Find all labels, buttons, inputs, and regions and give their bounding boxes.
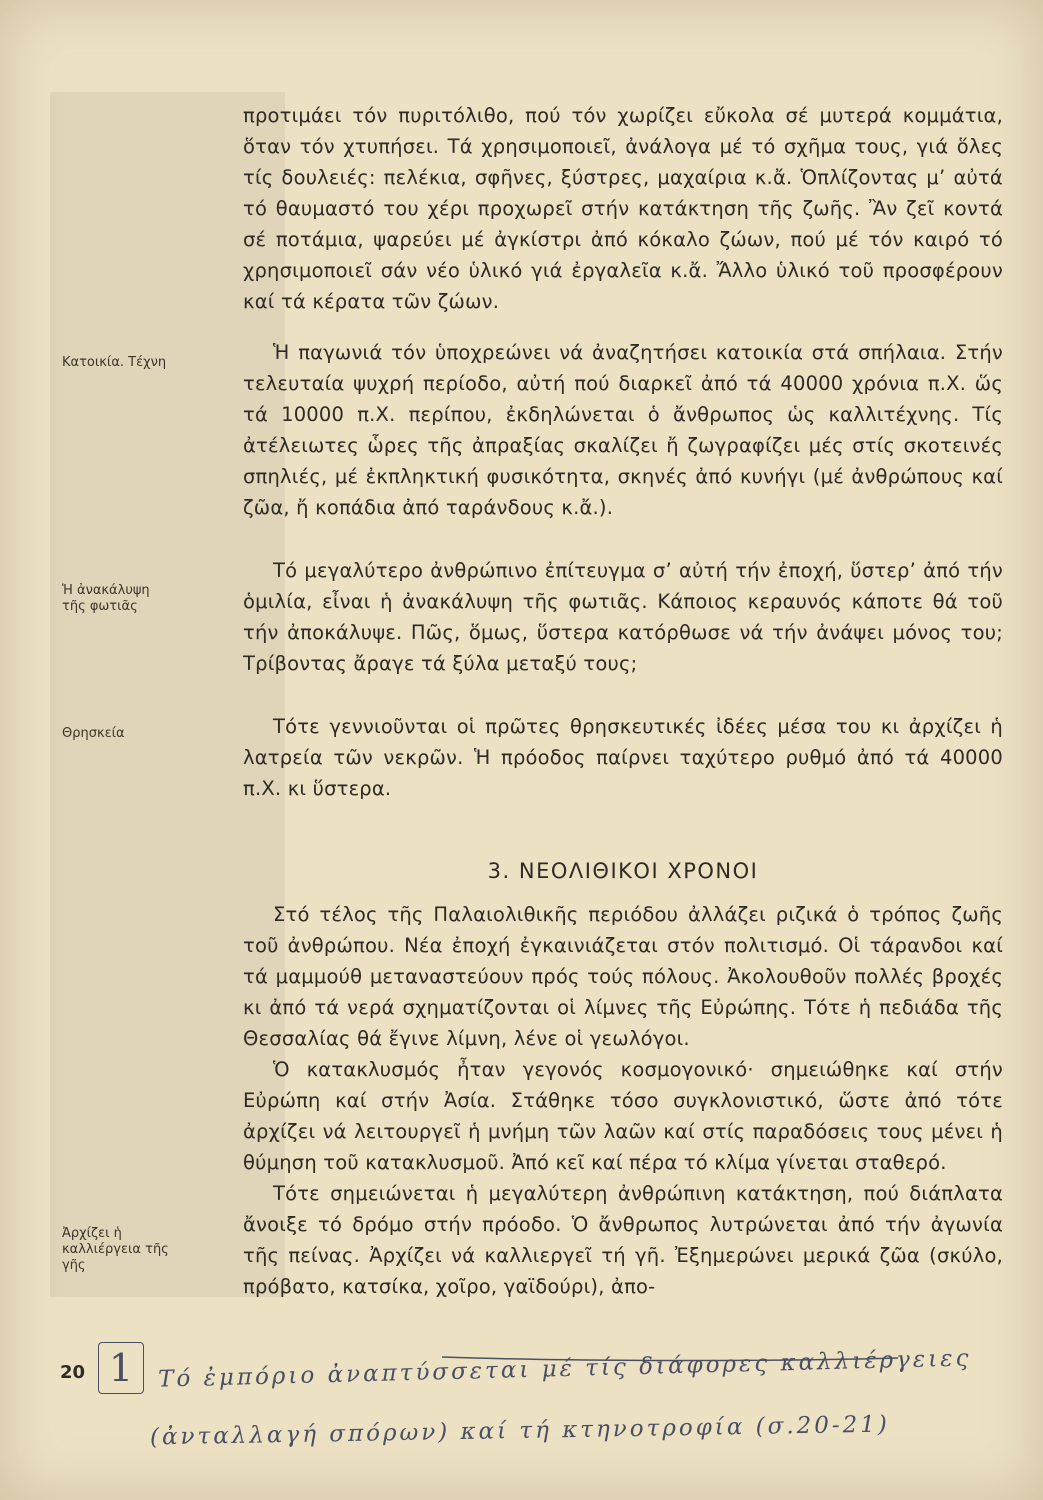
margin-note-line: Ἀρχίζει ἡ <box>62 1226 122 1241</box>
paragraph-religion: Τότε γεννιοῦνται οἱ πρῶτες θρησκευτικές ἰδέες μέσα του κι ἀρχίζει ἡ λατρεία τῶν νεκρῶν. Ἡ πρόοδος παίρνει ταχύτερο ρυθμό ἀπό τά 40000 π.Χ. κι ὕστερα. <box>243 715 1003 800</box>
margin-note-dwelling-art: Κατοικία. Τέχνη <box>62 355 167 370</box>
main-text-column <box>243 100 1003 1302</box>
paragraph-fire: Τό μεγαλύτερο ἀνθρώπινο ἐπίτευγμα σ’ αὐτή τήν ἐποχή, ὕστερ’ ἀπό τήν ὁμιλία, εἶναι ἡ ἀνακάλυψη τῆς φωτιᾶς. Κάποιος κεραυνός κάποτε θά τοῦ τήν ἀποκάλυψε. Πῶς, ὅμως, ὕστερα κατόρθωσε νά τήν ἀνάψει μόνος του; Τρίβοντας ἄραγε τά ξύλα μεταξύ τους; <box>243 559 1003 675</box>
section-heading: 3. ΝΕΟΛΙΘΙΚΟΙ ΧΡΟΝΟΙ <box>487 859 759 883</box>
margin-note-religion: Θρησκεία <box>62 726 125 741</box>
margin-note-line: καλλιέργεια τῆς <box>62 1242 169 1257</box>
margin-note-agriculture <box>62 1226 169 1274</box>
handwritten-note-line2: (ἀνταλλαγή σπόρων) καί τή κτηνοτροφία (σ.20-21) <box>149 1411 891 1451</box>
paragraph-flood: Ὁ κατακλυσμός ἦταν γεγονός κοσμογονικό· σημειώθηκε καί στήν Εὐρώπη καί στήν Ἀσία. Στάθηκε τόσο συγκλονιστικό, ὥστε ἀπό τότε ἀρχίζει νά λειτουργεῖ ἡ μνήμη τῶν λαῶν καί στίς παραδόσεις τους μένει ἡ θύμηση τοῦ κατακλυσμοῦ. Ἀπό κεῖ καί πέρα τό κλίμα γίνεται σταθερό. <box>243 1058 1003 1174</box>
paragraph-tools: προτιμάει τόν πυριτόλιθο, πού τόν χωρίζει εὔκολα σέ μυτερά κομμάτια, ὅταν τόν χτυπήσει. Τά χρησιμοποιεῖ, ἀνάλογα μέ τό σχῆμα τους, γιά ὅλες τίς δουλειές: πελέκια, σφῆνες, ξύστρες, μαχαίρια κ.ἄ. Ὁπλίζοντας μ’ αὐτά τό θαυμαστό του χέρι προχωρεῖ στήν κατάκτηση τῆς ζωῆς. Ἂν ζεῖ κοντά σέ ποτάμια, ψαρεύει μέ ἀγκίστρι ἀπό κόκαλο ζώων, πού μέ τόν καιρό τό χρησιμοποιεῖ σάν νέο ὑλικό γιά ἐργαλεῖα κ.ἄ. Ἄλλο ὑλικό τοῦ προσφέρουν καί τά κέρατα τῶν ζώων. <box>243 104 1003 313</box>
margin-note-line: τῆς φωτιᾶς <box>62 599 138 614</box>
margin-note-line: Ἡ ἀνακάλυψη <box>62 583 150 598</box>
handwritten-note-line1: Τό ἐμπόριο ἀναπτύσσεται μέ τίς διάφορες καλλιέργειες <box>157 1345 972 1393</box>
handwritten-boxed-number: 1 <box>98 1342 144 1394</box>
margin-note-line: γῆς <box>62 1258 86 1273</box>
paragraph-agriculture: Τότε σημειώνεται ἡ μεγαλύτερη ἀνθρώπινη κατάκτηση, πού διάπλατα ἄνοιξε τό δρόμο στήν πρόοδο. Ὁ ἄνθρωπος λυτρώνεται ἀπό τήν ἀγωνία τῆς πείνας. Ἀρχίζει νά καλλιεργεῖ τή γῆ. Ἐξημερώνει μερικά ζῶα (σκύλο, πρόβατο, κατσίκα, χοῖρο, γαϊδούρι), ἀπο- <box>243 1182 1003 1298</box>
margin-note-fire <box>62 583 150 615</box>
page-number: 20 <box>60 1362 86 1383</box>
paragraph-dwelling-art: Ἡ παγωνιά τόν ὑποχρεώνει νά ἀναζητήσει κατοικία στά σπήλαια. Στήν τελευταία ψυχρή περίοδο, αὐτή πού διαρκεῖ ἀπό τά 40000 χρόνια π.Χ. ὥς τά 10000 π.Χ. περίπου, ἐκδηλώνεται ὁ ἄνθρωπος ὡς καλλιτέχνης. Τίς ἀτέλειωτες ὧρες τῆς ἀπραξίας σκαλίζει ἤ ζωγραφίζει μές στίς σκοτεινές σπηλιές, μέ ἐκπληκτική φυσικότητα, σκηνές ἀπό κυνήγι (μέ ἀνθρώπους καί ζῶα, ἤ κοπάδια ἀπό ταράνδους κ.ἄ.). <box>243 341 1003 519</box>
paragraph-neolithic-change: Στό τέλος τῆς Παλαιολιθικῆς περιόδου ἀλλάζει ριζικά ὁ τρόπος ζωῆς τοῦ ἀνθρώπου. Νέα ἐποχή ἐγκαινιάζεται στόν πολιτισμό. Οἱ τάρανδοι καί τά μαμμούθ μεταναστεύουν πρός τούς πόλους. Ἀκολουθοῦν πολλές βροχές κι ἀπό τά νερά σχηματίζονται οἱ λίμνες τῆς Εὐρώπης. Τότε ἡ πεδιάδα τῆς Θεσσαλίας θά ἔγινε λίμνη, λένε οἱ γεωλόγοι. <box>243 903 1003 1050</box>
